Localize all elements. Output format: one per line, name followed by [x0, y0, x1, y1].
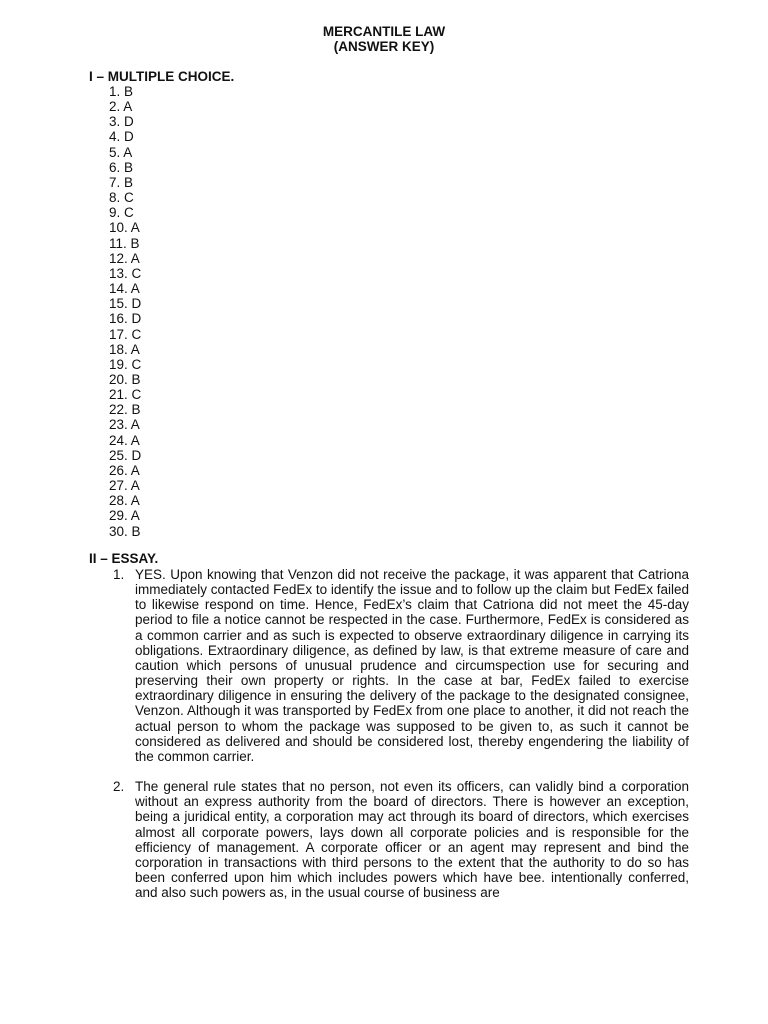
essay-item-number: 2.	[113, 779, 125, 795]
answer-item: 22. B	[109, 402, 141, 418]
answer-item: 15. D	[109, 296, 142, 312]
answer-item: 26. A	[109, 462, 140, 478]
answer-item: 23. A	[109, 417, 140, 433]
document-subtitle: (ANSWER KEY)	[333, 39, 435, 54]
answer-item: 8. C	[109, 190, 134, 206]
answer-item: 9. C	[109, 205, 134, 221]
answer-item: 24. A	[109, 432, 140, 448]
answer-item: 11. B	[109, 235, 140, 251]
answer-item: 28. A	[109, 493, 140, 509]
answer-item: 6. B	[109, 159, 134, 175]
answer-item: 29. A	[109, 508, 140, 524]
essay-item	[89, 567, 689, 764]
answer-item: 13. C	[109, 265, 142, 281]
multiple-choice-heading: I – MULTIPLE CHOICE.	[89, 69, 235, 84]
answer-item: 18. A	[109, 341, 140, 357]
essay-item-text: The general rule states that no person, not even its officers, can validly bind a corporation without an express authority from the board of directors. There is however an exception, being a juridical entity, a corporation may act through its board of directors, which exercises almost all corporate powers, lays down all corporate policies and is responsible for the efficiency of management. A corporate officer or an agent may represent and bind the corporation in transactions with third persons to the extent that the authority to do so has been conferred upon him which includes powers which have bee. intentionally conferred, and also such powers as, in the usual course of business are	[135, 779, 689, 901]
answer-item: 1. B	[109, 84, 134, 99]
essay-item	[89, 779, 689, 900]
answer-item: 7. B	[109, 174, 134, 190]
document-title: MERCANTILE LAW	[322, 24, 446, 39]
essay-heading: II – ESSAY.	[89, 551, 159, 566]
answer-item: 4. D	[109, 129, 134, 145]
essay-item-number: 1.	[113, 567, 125, 582]
answer-item: 12. A	[109, 250, 140, 266]
essay-section	[89, 567, 689, 915]
answer-item: 27. A	[109, 478, 140, 494]
answer-item: 10. A	[109, 220, 140, 236]
multiple-choice-answer-list	[109, 84, 141, 539]
answer-item: 30. B	[109, 523, 141, 539]
answer-item: 16. D	[109, 311, 142, 327]
answer-item: 5. A	[109, 144, 133, 160]
answer-item: 21. C	[109, 387, 142, 403]
answer-item: 19. C	[109, 356, 142, 372]
essay-item-text: YES. Upon knowing that Venzon did not receive the package, it was apparent that Catriona immediately contacted FedEx to identify the issue and to follow up the claim but FedEx failed to likewise respond on time. Hence, FedEx’s claim that Catriona did not meet the 45-day period to file a notice cannot be respected in the case. Furthermore, FedEx is considered as a common carrier and as such is expected to observe extraordinary diligence in carrying its obligations. Extraordinary diligence, as defined by law, is that extreme measure of care and caution which persons of unusual prudence and circumspection use for securing and preserving their own property or rights. In the case at bar, FedEx failed to exercise extraordinary diligence in ensuring the delivery of the package to the designated consignee, Venzon. Although it was transported by FedEx from one place to another, it did not reach the actual person to whom the package was supposed to be given to, as such it cannot be considered as delivered and should be considered lost, thereby engendering the liability of the common carrier.	[135, 567, 689, 764]
answer-item: 14. A	[109, 281, 140, 297]
answer-item: 2. A	[109, 99, 133, 115]
document-title-block	[0, 24, 768, 54]
answer-item: 3. D	[109, 114, 134, 130]
answer-item: 17. C	[109, 326, 142, 342]
answer-item: 25. D	[109, 447, 142, 463]
answer-item: 20. B	[109, 371, 141, 387]
